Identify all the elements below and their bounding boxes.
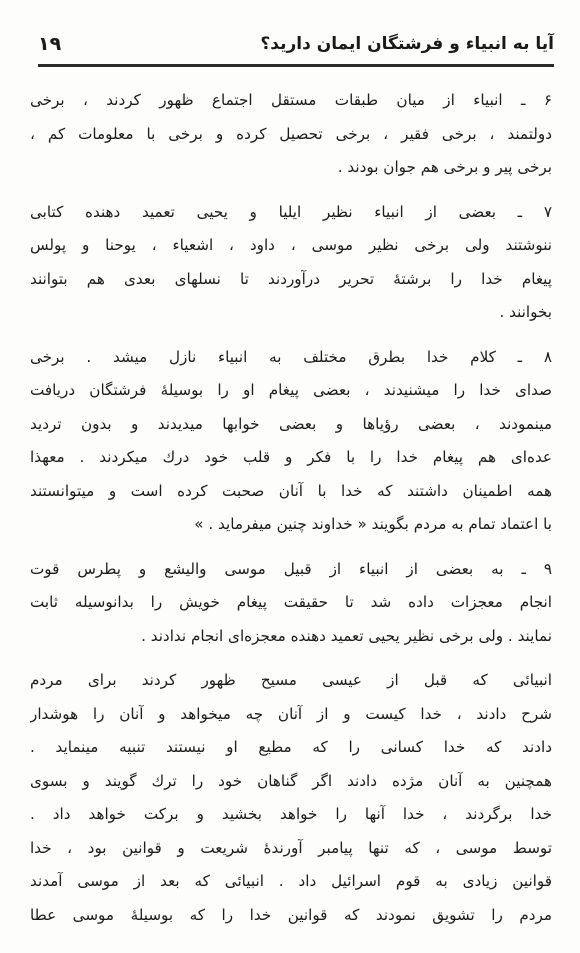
text-line: مردم را تشویق نمودند که قوانین خدا را که بوسیلهٔ موسی عطا: [30, 905, 552, 924]
paragraph-7: [30, 196, 552, 330]
text-line: خدا برگردند ، خدا آنها را خواهد بخشید و برکت خواهد داد .: [30, 805, 552, 823]
text-line: ۹ ـ به بعضی از انبیاء از قبیل موسی والیشع و پطرس قوت: [30, 559, 552, 578]
text-line: عده‌ای هم پیغام خدا را با فکر و قلب خود درك میکردند . معهذا: [30, 448, 552, 466]
text-line: دادند که خدا کسانی را که مطیع او نیستند تنبیه مینماید .: [30, 738, 552, 756]
text-line: انجام معجزات داده شد تا حقیقت پیغام خویش را بدانوسیله ثابت: [30, 593, 552, 611]
text-line: نمایند . ولی برخی نظیر یحیی تعمید دهنده معجزه‌ای انجام ندادند .: [141, 626, 552, 645]
text-line: همه اطمینان داشتند که خدا با آنان صحبت کرده است و میتوانستند: [30, 481, 552, 500]
page-header: [38, 30, 554, 67]
text-line: دولتمند ، برخی فقیر ، برخی تحصیل کرده و برخی با معلومات کم ،: [30, 124, 552, 143]
text-line: پیغام خدا را برشتهٔ تحریر درآوردند تا نسلهای بعدی هم بتوانند: [30, 269, 552, 288]
paragraph-9: [30, 553, 552, 654]
paragraph-8: [30, 341, 552, 542]
paragraph-prophets-before-christ: [30, 664, 552, 932]
text-line: ۸ ـ کلام خدا بطرق مختلف به انبیاء نازل میشد . برخی: [30, 347, 552, 366]
text-line: مینمودند ، بعضی رؤیاها و بعضی خوابها میدیدند و بدون تردید: [30, 414, 552, 433]
text-line: توسط موسی ، که تنها پیامبر آورندهٔ شریعت و قوانین بود ، خدا: [30, 838, 552, 857]
text-line: انبیائی که قبل از عیسی مسیح ظهور کردند برای مردم: [30, 671, 552, 689]
text-line: ننوشتند ولی برخی نظیر موسی ، داود ، اشعیاء ، یوحنا و پولس: [30, 236, 552, 254]
text-line: ۷ ـ بعضی از انبیاء نظیر ایلیا و یحیی تعمید دهنده کتابی: [30, 202, 552, 221]
text-line: شرح دادند ، خدا کیست و از آنان چه میخواهد و آنان را هوشدار: [30, 704, 552, 723]
running-title: آیا به انبیاء و فرشتگان ایمان دارید؟: [260, 34, 554, 54]
text-line: ۶ ـ انبیاء از میان طبقات مستقل اجتماع ظهور کردند ، برخی: [30, 91, 552, 109]
paragraph-6: [30, 84, 552, 185]
text-line: بخوانند .: [499, 303, 552, 321]
text-line: صدای خدا را میشنیدند ، بعضی پیغام او را بوسیلهٔ فرشتگان دریافت: [30, 381, 552, 399]
text-line: برخی پیر و برخی هم جوان بودند .: [337, 158, 552, 176]
text-line: با اعتماد تمام به مردم بگویند « خداوند چنین میفرماید . »: [194, 515, 552, 533]
body-text: [30, 84, 552, 943]
text-line: قوانین زیادی به قوم اسرائیل داد . انبیائی که بعد از موسی آمدند: [30, 872, 552, 890]
text-line: همچنین به آنان مژده دادند اگر گناهان خود را ترك گویند و بسوی: [30, 771, 552, 790]
page-number: ۱۹: [38, 33, 62, 55]
